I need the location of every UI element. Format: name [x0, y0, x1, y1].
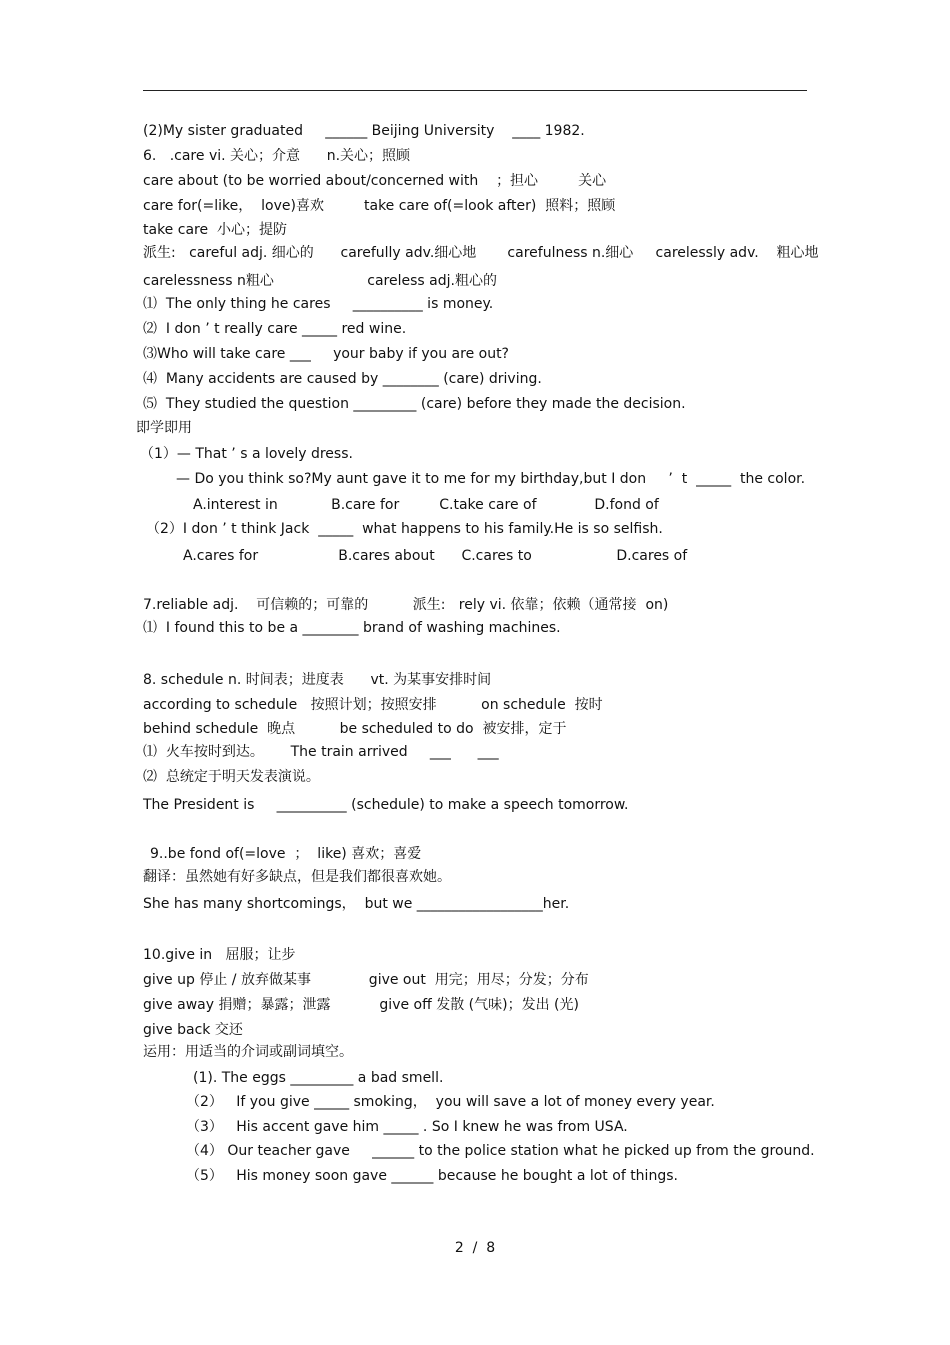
text-line: carelessness n粗心 careless adj.粗心的	[143, 273, 497, 289]
text-line: A.cares for B.cares about C.cares to D.cares of	[183, 548, 688, 564]
text-line: 9..be fond of(=love ； like) 喜欢；喜爱	[150, 846, 422, 862]
text-line: ⑵ I don ’ t really care _____ red wine.	[143, 321, 407, 337]
text-line: give back 交还	[143, 1022, 243, 1038]
text-line: （5） His money soon gave ______ because he bought a lot of things.	[186, 1168, 678, 1184]
text-line: （3） His accent gave him _____ . So I knew he was from USA.	[186, 1119, 628, 1135]
text-line: （4） Our teacher gave ______ to the police station what he picked up from the ground.	[186, 1143, 815, 1159]
text-line: behind schedule 晚点 be scheduled to do 被安排，定于	[143, 721, 567, 737]
text-line: ⑵ 总统定于明天发表演说。	[143, 769, 320, 785]
text-line: 6. .care vi. 关心；介意 n.关心；照顾	[143, 148, 411, 164]
text-line: — Do you think so?My aunt gave it to me for my birthday,but I don ’ t _____ the color.	[176, 471, 806, 487]
text-line: ⑴ The only thing he cares __________ is money.	[143, 296, 494, 312]
text-line: She has many shortcomings， but we __________________her.	[143, 896, 570, 912]
text-line: （2） If you give _____ smoking， you will save a lot of money every year.	[186, 1094, 715, 1110]
text-line: （2）I don ’ t think Jack _____ what happens to his family.He is so selfish.	[146, 521, 663, 537]
text-line: take care 小心；提防	[143, 222, 287, 238]
text-line: The President is __________ (schedule) to make a speech tomorrow.	[143, 797, 629, 813]
text-line: 运用：用适当的介词或副词填空。	[143, 1044, 353, 1060]
text-line: A.interest in B.care for C.take care of D.fond of	[193, 497, 659, 513]
text-line: (1). The eggs _________ a bad smell.	[193, 1070, 444, 1086]
text-line: care for(=like， love)喜欢 take care of(=look after) 照料；照顾	[143, 198, 616, 214]
header-rule	[143, 90, 807, 91]
text-line: care about (to be worried about/concerned with ；担心 关心	[143, 173, 607, 189]
text-line: give up 停止 / 放弃做某事 give out 用完；用尽；分发；分布	[143, 972, 589, 988]
text-line: （1）— That ’ s a lovely dress.	[140, 446, 353, 462]
text-line: 8. schedule n. 时间表；进度表 vt. 为某事安排时间	[143, 672, 492, 688]
text-line: (2)My sister graduated ______ Beijing University ____ 1982.	[143, 123, 585, 139]
page-number: 2 / 8	[454, 1240, 496, 1256]
text-line: give away 捐赠；暴露；泄露 give off 发散 (气味)；发出 (光)	[143, 997, 579, 1013]
text-line: 即学即用	[136, 420, 192, 436]
text-line: ⑴ 火车按时到达。 The train arrived ___ ___	[143, 744, 499, 760]
text-line: 派生: careful adj. 细心的 carefully adv.细心地 carefulness n.细心 carelessly adv. 粗心地	[143, 245, 819, 261]
text-line: 10.give in 屈服；让步	[143, 947, 296, 963]
text-line: ⑶Who will take care ___ your baby if you are out?	[143, 346, 509, 362]
text-line: 7.reliable adj. 可信赖的；可靠的 派生: rely vi. 依靠；依赖（通常接 on)	[143, 597, 669, 613]
text-line: ⑷ Many accidents are caused by ________ (care) driving.	[143, 371, 542, 387]
text-line: ⑴ I found this to be a ________ brand of washing machines.	[143, 620, 561, 636]
text-line: according to schedule 按照计划；按照安排 on schedule 按时	[143, 697, 603, 713]
text-line: ⑸ They studied the question _________ (care) before they made the decision.	[143, 396, 686, 412]
text-line: 翻译：虽然她有好多缺点，但是我们都很喜欢她。	[143, 869, 451, 885]
